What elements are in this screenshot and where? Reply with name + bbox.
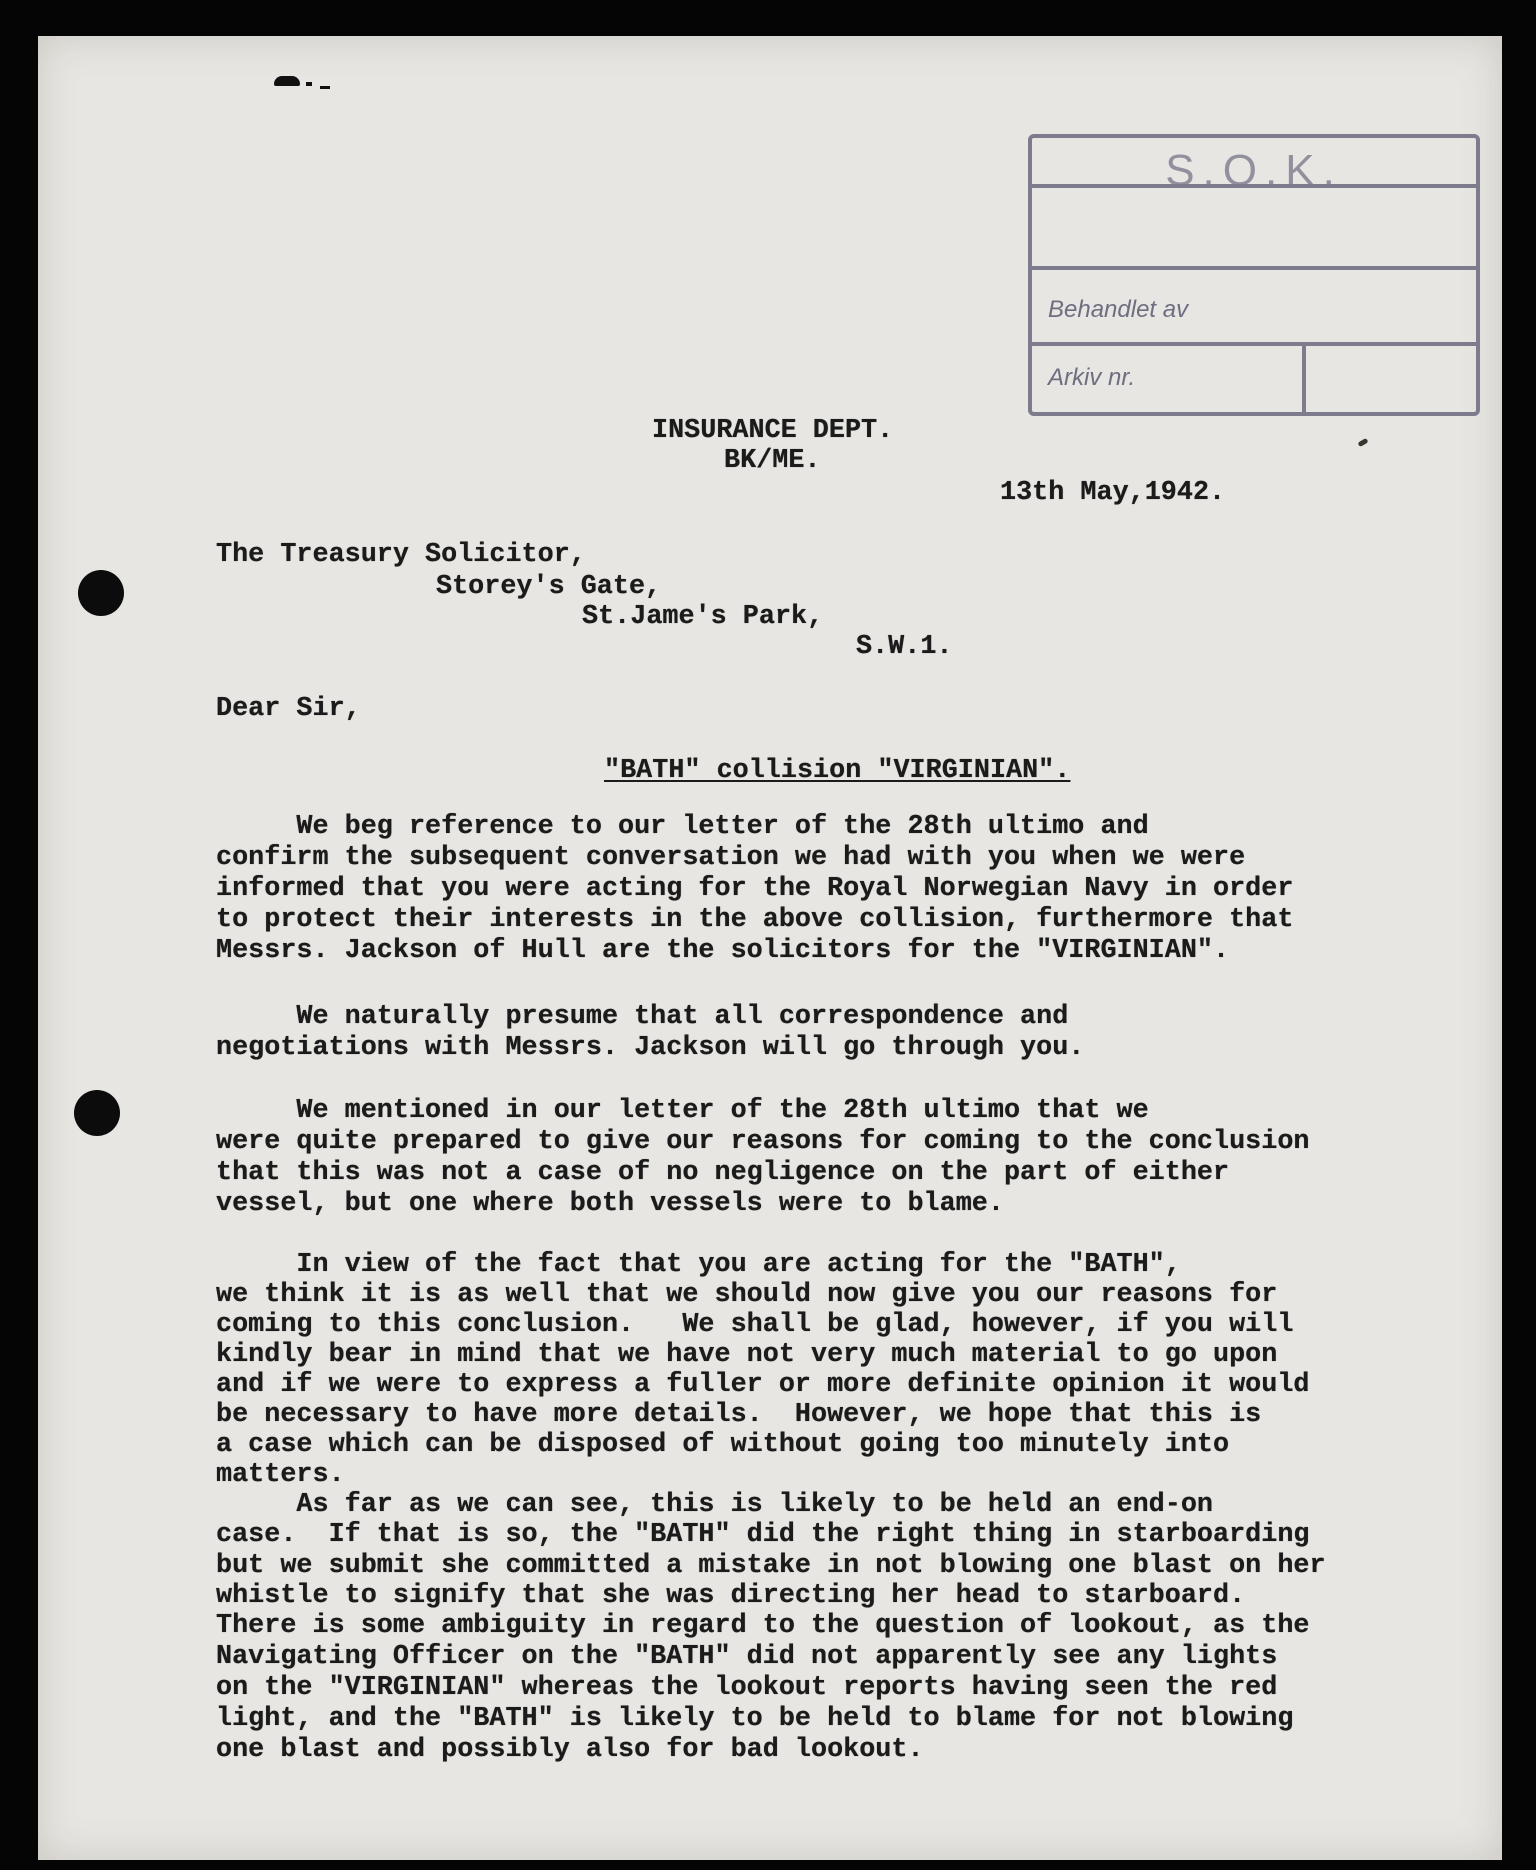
stamp-divider (1032, 184, 1476, 188)
paragraph-line: on the "VIRGINIAN" whereas the lookout reports having seen the red (216, 1673, 1278, 1703)
paragraph-line: We naturally presume that all correspondence and (216, 1002, 1069, 1032)
paragraph-line: informed that you were acting for the Royal Norwegian Navy in order (216, 874, 1294, 904)
recipient-name: The Treasury Solicitor, (216, 540, 586, 570)
paragraph-line: and if we were to express a fuller or more definite opinion it would (216, 1370, 1310, 1400)
punch-hole-bottom (74, 1090, 120, 1136)
paragraph-line: matters. (216, 1460, 345, 1490)
stamp-title: S.O.K. (1165, 146, 1343, 195)
stamp-divider (1032, 266, 1476, 270)
reference-code: BK/ME. (724, 446, 821, 476)
ink-mark (1357, 438, 1368, 447)
paragraph-line: a case which can be disposed of without going too minutely into (216, 1430, 1230, 1460)
paragraph-line: coming to this conclusion. We shall be glad, however, if you will (216, 1310, 1294, 1340)
paragraph-line: negotiations with Messrs. Jackson will go through you. (216, 1033, 1085, 1063)
stamp-archive-label: Arkiv nr. (1048, 364, 1136, 391)
letter-sheet (38, 36, 1502, 1860)
recipient-address-line: Storey's Gate, (436, 572, 662, 602)
archive-stamp (1028, 134, 1480, 416)
subject-line: "BATH" collision "VIRGINIAN". (604, 756, 1071, 786)
department-heading: INSURANCE DEPT. (652, 416, 894, 446)
stamp-column-divider (1302, 346, 1306, 412)
paragraph-line: vessel, but one where both vessels were to blame. (216, 1189, 1004, 1219)
paragraph-line: one blast and possibly also for bad lookout. (216, 1735, 924, 1765)
paragraph-line: we think it is as well that we should now give you our reasons for (216, 1280, 1278, 1310)
letter-date: 13th May,1942. (1000, 478, 1226, 508)
paragraph-line: but we submit she committed a mistake in not blowing one blast on her (216, 1551, 1326, 1581)
ink-mark (320, 86, 330, 89)
stamp-handled-by-label: Behandlet av (1048, 296, 1189, 323)
paragraph-line: whistle to signify that she was directing her head to starboard. (216, 1581, 1246, 1611)
paragraph-line: Navigating Officer on the "BATH" did not apparently see any lights (216, 1642, 1278, 1672)
paragraph-line: Messrs. Jackson of Hull are the solicitors for the "VIRGINIAN". (216, 936, 1230, 966)
paragraph-line: case. If that is so, the "BATH" did the right thing in starboarding (216, 1520, 1310, 1550)
salutation: Dear Sir, (216, 694, 361, 724)
ink-mark (274, 76, 300, 86)
paragraph-line: confirm the subsequent conversation we had with you when we were (216, 843, 1246, 873)
paragraph-line: light, and the "BATH" is likely to be held to blame for not blowing (216, 1704, 1294, 1734)
paragraph-line: We beg reference to our letter of the 28th ultimo and (216, 812, 1149, 842)
recipient-postcode: S.W.1. (856, 632, 953, 662)
ink-mark (306, 82, 312, 86)
paragraph-line: be necessary to have more details. However, we hope that this is (216, 1400, 1262, 1430)
recipient-address-line: St.Jame's Park, (582, 602, 824, 632)
paragraph-line: to protect their interests in the above collision, furthermore that (216, 905, 1294, 935)
stamp-divider (1032, 342, 1476, 346)
paragraph-line: There is some ambiguity in regard to the question of lookout, as the (216, 1611, 1310, 1641)
paragraph-line: kindly bear in mind that we have not very much material to go upon (216, 1340, 1278, 1370)
paragraph-line: We mentioned in our letter of the 28th ultimo that we (216, 1096, 1149, 1126)
punch-hole-top (78, 570, 124, 616)
paragraph-line: were quite prepared to give our reasons for coming to the conclusion (216, 1127, 1310, 1157)
paragraph-line: As far as we can see, this is likely to be held an end-on (216, 1490, 1214, 1520)
paragraph-line: that this was not a case of no negligence on the part of either (216, 1158, 1230, 1188)
paragraph-line: In view of the fact that you are acting for the "BATH", (216, 1250, 1181, 1280)
